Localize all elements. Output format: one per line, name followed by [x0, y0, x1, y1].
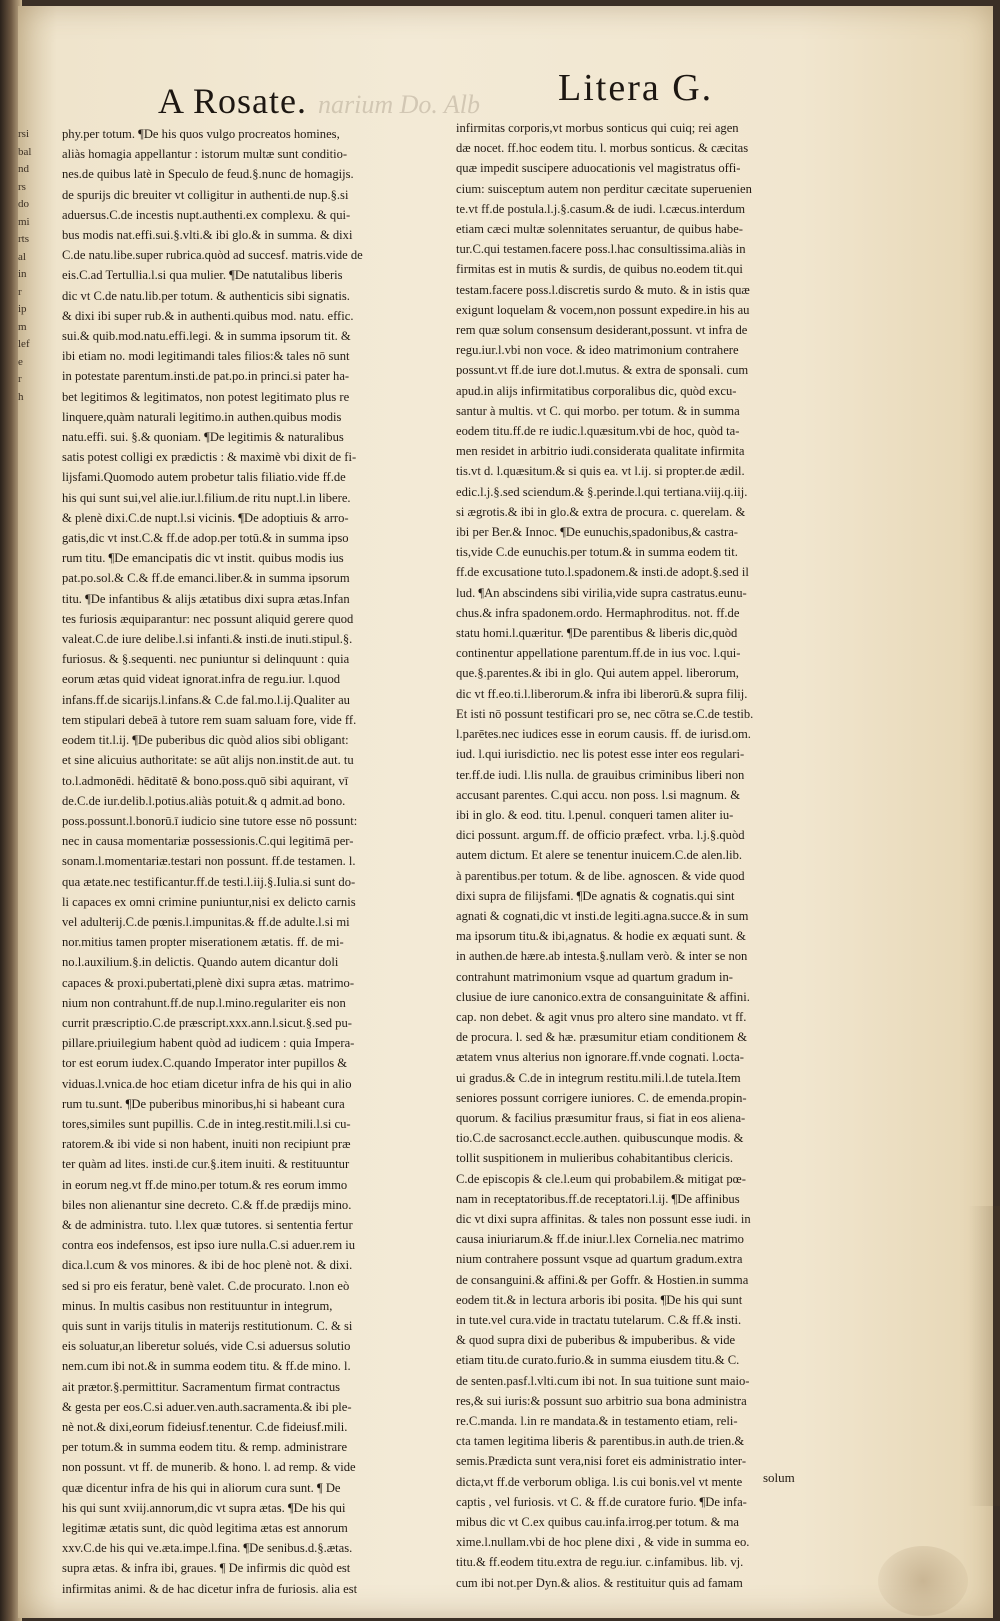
- running-head-right: Litera G.: [558, 67, 714, 109]
- text-line: dic vt ff.eo.ti.l.liberorum.& infra ibi liberorū.& supra filij.: [456, 686, 748, 701]
- text-line: ter quàm ad lites. insti.de cur.§.item inuiti. & restituuntur: [62, 1157, 350, 1172]
- text-line: nium non contrahunt.ff.de nup.l.mino.regulariter eis non: [62, 995, 346, 1010]
- text-line: santur à multis. vt C. qui morbo. per totum. & in summa: [456, 403, 740, 418]
- text-line: dic vt dixi supra affinitas. & tales non possunt esse iudi. in: [456, 1211, 751, 1226]
- text-line: causa iniuriarum.& ff.de iniur.l.lex Cornelia.nec matrimo: [456, 1232, 744, 1247]
- text-line: nor.mitius tamen propter miserationem ætatis. ff. de mi-: [62, 935, 344, 950]
- text-line: bus modis nat.effi.sui.§.vlti.& ibi glo.& in summa. & dixi: [62, 228, 353, 243]
- text-line: per totum.& in summa eodem titu. & remp. administrare: [62, 1440, 348, 1455]
- text-line: quæ impedit suscipere aduocationis vel magistratus offi-: [456, 161, 741, 176]
- text-line: chus.& infra spadonem.ordo. Hermaphroditus. not. ff.de: [456, 605, 740, 620]
- text-line: eodem tit.& in lectura arboris ibi posita. ¶De his qui sunt: [456, 1292, 743, 1307]
- text-line: mibus dic vt C.ex quibus cau.infa.irrog.per totum. & ma: [456, 1515, 739, 1530]
- catchword: solum: [763, 1470, 795, 1485]
- text-line: vel adulterij.C.de pœnis.l.impunitas.& ff.de adulte.l.si mi: [62, 914, 350, 929]
- text-line: firmitas est in mutis & surdis, de quibus no.eodem tit.qui: [456, 262, 743, 277]
- text-line: & gesta per eos.C.si aduer.ven.auth.sacramenta.& ibi ple-: [62, 1399, 352, 1414]
- text-line: tis.vt d. l.quæsitum.& si quis ea. vt l.ij. si propter.de ædil.: [456, 464, 745, 479]
- running-head-left: A Rosate.: [158, 81, 307, 121]
- text-line: supra ætas. & infra ibi, graues. ¶ De infirmis dic quòd est: [62, 1561, 351, 1576]
- text-line: biles non alienantur sine decreto. C.& ff.de prædijs mino.: [62, 1197, 352, 1212]
- text-line: C.de episcopis & cle.l.eum qui probabilem.& mitigat pœ-: [456, 1171, 746, 1186]
- text-line: cap. non debet. & agit vnus pro altero sine mandato. vt ff.: [456, 1009, 747, 1024]
- text-line: non possunt. vt ff. de munerib. & hono. l. ad remp. & vide: [62, 1460, 356, 1475]
- text-line: etiam titu.de curato.furio.& in summa eiusdem titu.& C.: [456, 1353, 740, 1368]
- text-line: dicta,vt ff.de verborum obliga. l.is cui bonis.vel vt mente: [456, 1474, 743, 1489]
- text-line: furiosus. & §.sequenti. nec puniuntur si delinquunt : quia: [62, 652, 350, 667]
- text-line: xxv.C.de his qui ve.æta.impe.l.fina. ¶De senibus.d.§.ætas.: [62, 1541, 353, 1556]
- text-line: viduas.l.vnica.de hoc etiam dicetur infra de his qui in alio: [62, 1076, 352, 1091]
- text-line: tem stipulari debeā à tutore rem suam saluam fore, vide ff.: [62, 712, 357, 727]
- text-line: dixi supra de filijsfami. ¶De agnatis & cognatis.qui sint: [456, 888, 735, 903]
- text-line: nium contrahere possunt vsque ad quartum gradum.extra: [456, 1252, 743, 1267]
- text-line: etiam cæci multæ solennitates seruantur, de quibus habe-: [456, 222, 743, 237]
- text-line: & quod supra dixi de puberibus & impuberibus. & vide: [456, 1333, 736, 1348]
- text-line: cium: suisceptum autem non perditur cæcitate superuenien: [456, 181, 752, 196]
- text-line: exigunt loquelam & vocem,non possunt expedire.in his au: [456, 302, 750, 317]
- text-line: & de administra. tuto. l.lex quæ tutores. si sententia fertur: [62, 1217, 353, 1232]
- left-text-column: [62, 124, 434, 1599]
- text-line: to.l.admonēdi. hēditatē & bono.poss.quō sibi aquirant, vī: [62, 773, 349, 788]
- text-line: ætatem vnus alterius non ignorare.ff.vnde cognati. l.octa-: [456, 1050, 744, 1065]
- text-line: semis.Prædicta sunt vera,nisi foret eis administratio inter-: [456, 1454, 747, 1469]
- text-line: nec in causa momentariæ possessionis.C.qui legitimā per-: [62, 834, 354, 849]
- text-line: apud.in alijs infirmitatibus corporalibus dic, quòd excu-: [456, 383, 737, 398]
- text-line: in tute.vel cura.vide in tractatu tutelarum. C.& ff.& insti.: [456, 1312, 742, 1327]
- text-line: aduersus.C.de incestis nupt.authenti.ex complexu. & qui-: [62, 207, 351, 222]
- bleed-through-text: narium Do. Alb: [318, 90, 481, 119]
- text-line: pat.po.sol.& C.& ff.de emanci.liber.& in summa ipsorum: [62, 571, 350, 586]
- book-page: [18, 6, 993, 1618]
- text-line: dici possunt. argum.ff. de officio præfect. vrba. l.j.§.quòd: [456, 828, 745, 843]
- text-line: sui.& quib.mod.natu.effi.legi. & in summa ipsorum tit. &: [62, 329, 351, 344]
- text-line: minus. In multis casibus non restituuntur in integrum,: [62, 1298, 333, 1313]
- text-line: phy.per totum. ¶De his quos vulgo procreatos homines,: [62, 127, 340, 141]
- text-line: rum tu.sunt. ¶De puberibus minoribus,hi si habeant cura: [62, 1096, 345, 1111]
- page-edge-shadow: [968, 1206, 1000, 1506]
- text-line: rem quæ solum consensum desiderant,possunt. vt infra de: [456, 323, 748, 338]
- text-line: ibi per Ber.& Innoc. ¶De eunuchis,spadonibus,& castra-: [456, 525, 739, 540]
- text-line: infans.ff.de sicarijs.l.infans.& C.de fal.mo.l.ij.Qualiter au: [62, 692, 350, 707]
- text-line: ratorem.& ibi vide si non habent, inuiti non recipiunt præ: [62, 1137, 351, 1152]
- text-line: tores,similes sunt pupillis. C.de in integ.restit.mili.l.si cu-: [62, 1116, 351, 1131]
- text-line: cum ibi not.per Dyn.& alios. & restituitur quis ad famam: [456, 1575, 743, 1590]
- text-line: li capaces ex omni crimine puniuntur,nisi ex delicto carnis: [62, 894, 356, 909]
- text-line: ibi in glo. & eod. titu. l.penul. conqueri tamen aliter iu-: [456, 807, 734, 822]
- text-line: currit præscriptio.C.de præscript.xxx.ann.l.sicut.§.sed pu-: [62, 1015, 352, 1030]
- text-line: in authen.de hære.ab intesta.§.nullam verò. & inter se non: [456, 949, 748, 964]
- text-line: his qui sunt xviij.annorum,dic vt supra ætas. ¶De his qui: [62, 1500, 346, 1515]
- text-line: à parentibus.per totum. & de libe. agnoscen. & vide quod: [456, 868, 745, 883]
- text-line: res,& sui iuris:& possunt suo arbitrio sua bona administra: [456, 1393, 747, 1408]
- text-line: infirmitas corporis,vt morbus sonticus qui cuiq; rei agen: [456, 121, 739, 135]
- text-line: re.C.manda. l.in re mandata.& in testamento etiam, reli-: [456, 1414, 738, 1428]
- text-line: eis.C.ad Tertullia.l.si qua mulier. ¶De natutalibus liberis: [62, 268, 343, 283]
- text-line: ter.ff.de iudi. l.lis nulla. de grauibus criminibus liberi non: [456, 767, 745, 782]
- text-line: de spurijs dic breuiter vt colligitur in authenti.de nup.§.si: [62, 187, 349, 202]
- text-line: infirmitas animi. & de hac dicetur infra de furiosis. alia est: [62, 1581, 358, 1596]
- text-line: nem.cum ibi not.& in summa eodem titu. & ff.de mino. l.: [62, 1359, 351, 1374]
- text-line: & plenè dixi.C.de nupt.l.si vicinis. ¶De adoptiuis & arro-: [62, 510, 349, 525]
- text-line: ma ipsorum titu.& ibi,agnatus. & hodie ex æquati sunt. &: [456, 929, 746, 944]
- text-line: de consanguini.& affini.& per Goffr. & Hostien.in summa: [456, 1272, 749, 1287]
- text-line: captis , vel furiosis. vt C. & ff.de curatore furio. ¶De infa-: [456, 1494, 747, 1509]
- text-line: tis,vide C.de eunuchis.per totum.& in summa eodem tit.: [456, 545, 738, 560]
- right-text-column: [456, 118, 828, 1593]
- text-line: tio.C.de sacrosanct.eccle.authen. quibuscunque modis. &: [456, 1131, 744, 1146]
- text-line: cta tamen legitima liberis & parentibus.in auth.de trien.&: [456, 1434, 745, 1449]
- text-line: C.de natu.libe.super rubrica.quòd ad succesf. matris.vide de: [62, 248, 363, 263]
- text-line: autem dictum. Et alere se tenentur inuicem.C.de alen.lib.: [456, 848, 743, 863]
- text-line: capaces & proxi.pubertati,plenè dixi supra ætas. matrimo-: [62, 975, 355, 990]
- text-line: ui gradus.& C.de in integrum restitu.mili.l.de tutela.Item: [456, 1070, 741, 1085]
- text-line: his qui sunt sui,vel alie.iur.l.filium.de ritu nupt.l.in libere.: [62, 490, 351, 505]
- text-line: edic.l.j.§.sed sciendum.& §.perinde.l.qui tertiana.viij.q.iij.: [456, 484, 748, 499]
- text-line: aliàs homagia appellantur : istorum multæ sunt conditio-: [62, 147, 348, 162]
- text-line: pillare.priuilegium habent quòd ad iudicem : quia Impera-: [62, 1036, 355, 1051]
- text-line: quis sunt in varijs titulis in materijs restitutionum. C. & si: [62, 1318, 353, 1333]
- text-line: l.parētes.nec iudices esse in eorum causis. ff. de iurisd.om.: [456, 727, 751, 742]
- text-line: natu.effi. sui. §.& quoniam. ¶De legitimis & naturalibus: [62, 430, 344, 445]
- page-stain: [878, 1546, 968, 1616]
- text-line: quorum. & facilius præsumitur fraus, si fiat in eos aliena-: [456, 1110, 746, 1125]
- text-line: clusiue de iure canonico.extra de consanguinitate & affini.: [456, 989, 750, 1004]
- text-line: de.C.de iur.delib.l.potius.aliàs potuit.& q admit.ad bono.: [62, 793, 346, 808]
- text-line: nam in receptatoribus.ff.de receptatori.l.ij. ¶De affinibus: [456, 1191, 740, 1206]
- text-line: de senten.pasf.l.vlti.cum ibi not. In sua tuitione sunt maio-: [456, 1373, 750, 1388]
- text-line: in potestate parentum.insti.de pat.po.in princi.si pater ha-: [62, 369, 350, 384]
- text-line: Et isti nō possunt testificari pro se, nec cōtra se.C.de testib.: [456, 706, 754, 721]
- text-line: valeat.C.de iure delibe.l.si infanti.& insti.de inuti.stipul.§.: [62, 632, 353, 647]
- text-line: no.l.auxilium.§.in delictis. Quando autem dicantur doli: [62, 955, 339, 970]
- text-line: linquere,quàm naturali legitimo.in authen.quibus modis: [62, 409, 342, 424]
- text-line: que.§.parentes.& ibi in glo. Qui autem appel. liberorum,: [456, 666, 739, 681]
- text-line: satis potest colligi ex prædictis : & maximè vbi dixit de fi-: [62, 450, 357, 465]
- text-line: contra eos indefensos, est ipso iure nulla.C.si aduer.rem iu: [62, 1238, 356, 1253]
- text-line: regu.iur.l.vbi non voce. & ideo matrimonium contrahere: [456, 343, 739, 358]
- text-line: poss.possunt.l.bonorū.ī iudicio sine tutore esse nō possunt:: [62, 813, 358, 828]
- text-line: lud. ¶An abscindens sibi virilia,vide supra castratus.eunu-: [456, 585, 747, 600]
- text-line: bet legitimos & legitimatos, non potest legitimato plus re: [62, 389, 350, 404]
- text-line: dica.l.cum & vos minores. & ibi de hoc plenè not. & dixi.: [62, 1258, 353, 1273]
- text-line: seniores possunt corrigere iuniores. C. de emenda.propin-: [456, 1090, 747, 1105]
- text-line: eis soluatur,an liberetur solués, vide C.si aduersus solutio: [62, 1339, 351, 1354]
- facing-page-margin-text: rsi bal nd rs do mi rts al in r ip m lef e r h: [18, 128, 32, 403]
- text-line: de procura. l. sed & hæ. præsumitur etiam conditionem &: [456, 1030, 748, 1045]
- text-line: accusant parentes. C.qui accu. non poss. l.si magnum. &: [456, 787, 740, 802]
- text-line: testam.facere poss.l.discretis surdo & muto. & in istis quæ: [456, 282, 750, 297]
- text-line: dic vt C.de natu.lib.per totum. & authenticis sibi signatis.: [62, 288, 350, 303]
- text-line: iud. l.qui iurisdictio. nec lis potest esse inter eos regulari-: [456, 747, 745, 762]
- text-line: eodem tit.l.ij. ¶De puberibus dic quòd alios sibi obligant:: [62, 733, 349, 748]
- text-line: nes.de quibus latè in Speculo de feud.§.nunc de homagijs.: [62, 167, 354, 182]
- text-line: gatis,dic vt inst.C.& ff.de adop.per totū.& in summa ipso: [62, 531, 349, 546]
- text-line: ait prætor.§.permittitur. Sacramentum firmat contractus: [62, 1379, 341, 1394]
- text-line: qua ætate.nec testificantur.ff.de testi.l.iij.§.Iulia.si sunt do-: [62, 874, 356, 889]
- text-line: ibi etiam no. modi legitimandi tales filios:& tales nō sunt: [62, 349, 350, 364]
- text-line: & dixi ibi super rub.& in authenti.quibus mod. natu. effic.: [62, 308, 354, 323]
- text-line: agnati & cognati,dic vt insti.de legiti.agna.succe.& in sum: [456, 908, 749, 923]
- text-line: titu. ¶De infantibus & alijs ætatibus dixi supra ætas.Infan: [62, 591, 350, 606]
- text-line: lijsfami.Quomodo autem probetur talis filiatio.vide ff.de: [62, 470, 346, 485]
- text-line: eorum ætas quid videat ignorat.infra de regu.iur. l.quod: [62, 672, 341, 687]
- text-line: tur.C.qui testamen.facere poss.l.hac consultissima.aliàs in: [456, 242, 746, 257]
- text-line: contrahunt matrimonium vsque ad quartum gradum in-: [456, 969, 734, 984]
- text-line: eodem titu.ff.de re iudic.l.quæsitum.vbi de hoc, quòd ta-: [456, 424, 740, 439]
- text-line: legitimæ ætatis sunt, dic quòd legitima ætas est annorum: [62, 1521, 348, 1536]
- text-line: dæ nocet. ff.hoc eodem titu. l. morbus sonticus. & cæcitas: [456, 141, 749, 156]
- text-line: et sine alicuius authoritate: se aūt alijs non.instit.de aut. tu: [62, 753, 354, 768]
- text-line: tes furiosis æquiparantur: nec possunt aliquid gerere quod: [62, 611, 354, 626]
- text-line: titu.& ff.eodem titu.extra de regu.iur. c.infamibus. lib. vj.: [456, 1555, 744, 1570]
- text-line: te.vt ff.de postula.l.j.§.casum.& de iudi. l.cæcus.interdum: [456, 201, 746, 216]
- text-line: men residet in arbitrio iudi.considerata qualitate infirmita: [456, 444, 745, 459]
- text-line: tor est eorum iudex.C.quando Imperator inter pupillos &: [62, 1056, 348, 1071]
- text-line: continentur appellatione parentum.ff.de in ius voc. l.qui-: [456, 646, 741, 661]
- text-line: nè not.& dixi,eorum fideiusf.tenentur. C.de fideiusf.mili.: [62, 1420, 348, 1434]
- text-line: possunt.vt ff.de iure dot.l.mutus. & extra de sponsali. cum: [456, 363, 749, 378]
- text-line: quæ dicentur infra de his qui in aliorum cura sunt. ¶ De: [62, 1480, 341, 1495]
- text-line: rum titu. ¶De emancipatis dic vt instit. quibus modis ius: [62, 551, 344, 566]
- text-line: sed si pro eis feratur, benè valet. C.de procurato. l.non eò: [62, 1278, 350, 1293]
- text-line: ff.de excusatione tuto.l.spadonem.& insti.de adopt.§.sed il: [456, 565, 749, 580]
- text-line: sonam.l.momentariæ.testari non possunt. ff.de testamen. l.: [62, 854, 356, 869]
- text-line: in eorum neg.vt ff.de mino.per totum.& res eorum immo: [62, 1177, 348, 1192]
- text-line: xime.l.nullam.vbi de hoc plene dixi , & vide in summa eo.: [456, 1535, 750, 1550]
- text-line: statu homi.l.quæritur. ¶De parentibus & liberis dic,quòd: [456, 626, 738, 641]
- text-line: si ægrotis.& ibi in glo.& extra de procura. c. querelam. &: [456, 504, 746, 519]
- text-line: tollit suspitionem in mulieribus cohabitantibus clericis.: [456, 1151, 734, 1166]
